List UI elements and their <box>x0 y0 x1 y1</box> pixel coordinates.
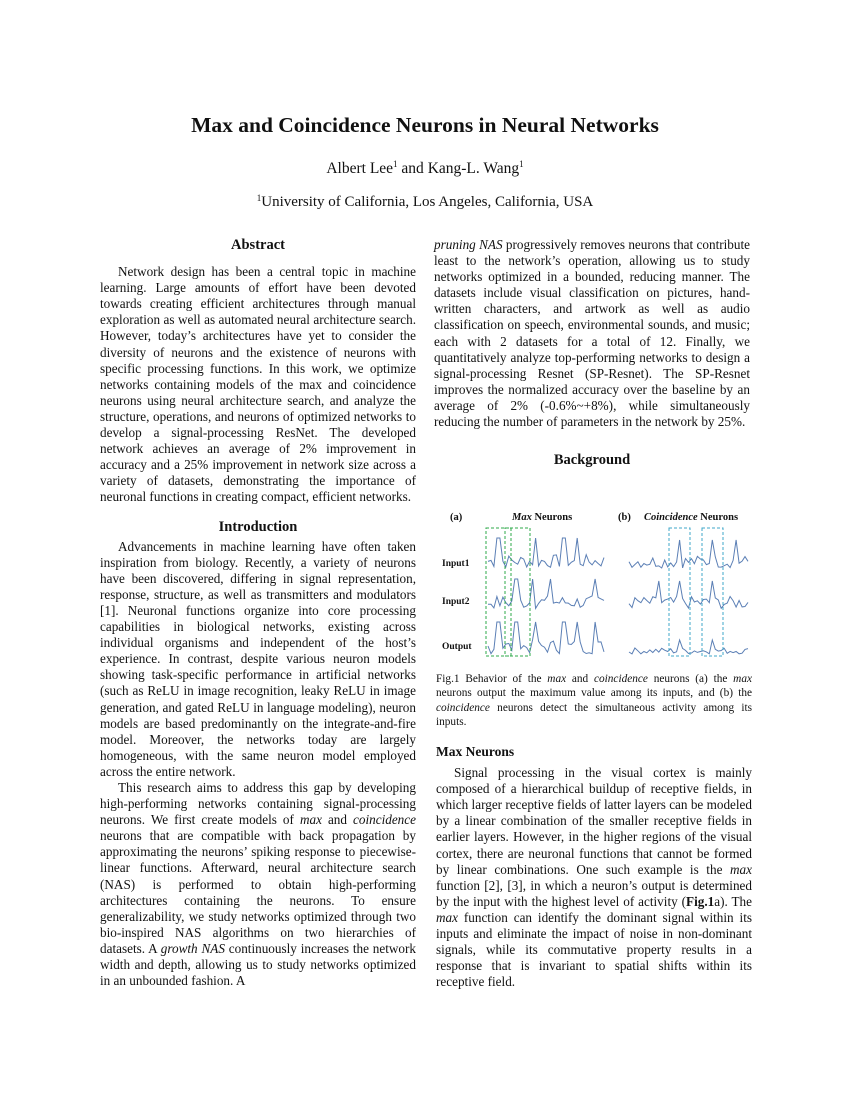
affiliation-marker: 1 <box>256 193 262 203</box>
paper-title: Max and Coincidence Neurons in Neural Networks <box>191 113 659 137</box>
text-run: neurons (a) the <box>647 673 734 685</box>
text-run-italic: Max <box>512 512 532 523</box>
introduction-paragraph-continued <box>434 237 750 430</box>
abstract-heading: Abstract <box>231 237 285 253</box>
text-run: Neurons <box>531 512 573 523</box>
panel-a-label: (a) <box>450 512 463 523</box>
text-run-italic: max <box>547 673 567 685</box>
author-name: Albert Lee <box>326 160 394 177</box>
text-run: progressively removes neurons that contribute least to the network’s operation, allowing us to study networks optimized in a bounded, reducing manner. The datasets include visual classification on pictures, hand-written characters, and artwork as well as audio classification on speech, environmental sounds, and music; each with 2 datasets for a total of 12. Finally, we quantitatively analyze top-performing networks to design a signal-processing Resnet (SP-Resnet). The SP-Resnet improves the normalized accuracy over the baseline by an average of 2% (-0.6%~+8%), while simultaneously reducing the number of parameters in the network by 25%. <box>434 237 750 430</box>
figure-reference: Fig.1 <box>686 893 715 909</box>
introduction-heading: Introduction <box>218 518 298 535</box>
signal-trace <box>629 640 748 654</box>
right-column <box>434 237 750 468</box>
highlight-box-coincidence <box>702 528 723 656</box>
text-run-italic: max <box>733 673 752 685</box>
text-run: function can identify the dominant signal within its inputs and eliminate the impact of noise in non-dominant signals, while its commutative property results in a response that is invariant to spatial shifts within its receptive field. <box>436 909 752 990</box>
text-run: neurons that are compatible with back propagation by approximating the neurons’ spiking response to piecewise-linear functions. Afterward, neural architecture search (NAS) is performed to obtain high-performing architectures containing the neurons. To ensure generalizability, we study networks optimized through two bio-inspired NAS algorithms on two hierarchies of datasets. A <box>100 828 416 956</box>
row-label-input1: Input1 <box>442 559 470 569</box>
introduction-paragraph <box>100 780 416 989</box>
text-run-italic: coincidence <box>436 701 490 714</box>
signal-plot <box>436 508 752 668</box>
row-label-output: Output <box>442 642 472 652</box>
signal-traces <box>488 538 748 654</box>
text-run: Signal processing in the visual cortex is mainly composed of a hierarchical buildup of receptive fields, in which larger receptive fields of latter layers can be modeled by a linear combination of the smaller receptive fields in earlier layers. However, in the higher regions of the visual cortex, there are neuronal functions that cannot be formed by linear combinations. One such example is the <box>436 765 752 877</box>
text-run-italic: max <box>299 812 322 828</box>
text-run: and <box>566 673 594 685</box>
affiliation-marker: 1 <box>393 159 398 169</box>
affiliation-marker: 1 <box>519 159 524 169</box>
text-run-italic: max <box>730 861 752 877</box>
highlight-box-coincidence <box>669 528 690 656</box>
figure-1-caption <box>436 672 752 730</box>
text-run-italic: coincidence <box>593 673 648 685</box>
highlight-box-max <box>505 528 530 656</box>
text-run-italic: pruning NAS <box>434 237 503 252</box>
text-run: continuously increases the network width and depth, allowing us to study networks optimized in an unbounded fashion. A <box>100 940 416 989</box>
affiliation-text: University of California, Los Angeles, California, USA <box>261 194 594 210</box>
author-separator: and <box>397 160 428 177</box>
text-run-italic: max <box>436 909 458 925</box>
text-run: Neurons <box>697 512 739 523</box>
panel-b-label: (b) <box>618 512 631 523</box>
max-neurons-section <box>436 744 752 990</box>
author-line <box>0 160 850 178</box>
text-run: function [2], [3], in which a neuron’s output is determined by the input with the highest level of activity ( <box>436 877 752 909</box>
text-run-italic: growth NAS <box>160 940 225 956</box>
left-column <box>100 237 416 989</box>
highlight-box-max <box>486 528 511 656</box>
text-run: a). The <box>714 893 752 909</box>
text-run: and <box>321 812 354 828</box>
figure-1 <box>436 508 752 668</box>
max-neurons-heading: Max Neurons <box>436 744 515 759</box>
signal-trace <box>629 540 748 568</box>
text-run: This research aims to address this gap by developing high-performing networks containing signal-processing neurons. We first create models of <box>100 780 416 828</box>
text-run-italic: coincidence <box>353 812 416 828</box>
text-run: neurons output the maximum value among its inputs, and (b) the <box>436 687 752 700</box>
text-run-italic: Coincidence <box>644 512 698 523</box>
text-run: Fig.1 Behavior of the <box>436 673 548 685</box>
abstract-text: Network design has been a central topic in machine learning. Large amounts of effort have been devoted towards creating efficient architectures through manual exploration as well as automated neural architecture search. However, today’s architectures have yet to consider the diversity of neurons and the existence of neurons with specific processing functions. In this work, we optimize networks containing models of the max and coincidence neurons using neural architecture search, and analyze the structure, operations, and neurons of optimized networks to develop a signal-processing ResNet. The developed network achieves an average of 2% improvement in accuracy and a 25% improvement in network size across a variety of datasets, demonstrating the importance of neuronal functions in creating compact, efficient networks. <box>100 264 416 505</box>
background-heading: Background <box>553 452 631 469</box>
text-run: neurons detect the simultaneous activity among its inputs. <box>436 701 752 729</box>
signal-trace <box>629 581 748 608</box>
introduction-paragraph: Advancements in machine learning have often taken inspiration from biology. Recently, a variety of neurons have been discovered, differing in signal representation, response, structure, as well as transmitters and modulators [1]. Neuronal functions organize into core processing capabilities in biological networks, existing across individual organisms and independent of the host’s experience. In contrast, despite various neuron models showing task-specific performance in artificial networks (such as ReLU in image recognition, leaky ReLU in image generation, and gated ReLU in language modeling), neuron models are based predominantly on the integrate-and-fire model. Moreover, the networks today are largely homogeneous, with the same neuron model employed across the entire network. <box>100 538 416 779</box>
row-label-input2: Input2 <box>442 597 470 607</box>
author-name: Kang-L. Wang <box>427 160 520 177</box>
max-neurons-paragraph <box>436 765 752 990</box>
affiliation-line <box>0 194 850 211</box>
